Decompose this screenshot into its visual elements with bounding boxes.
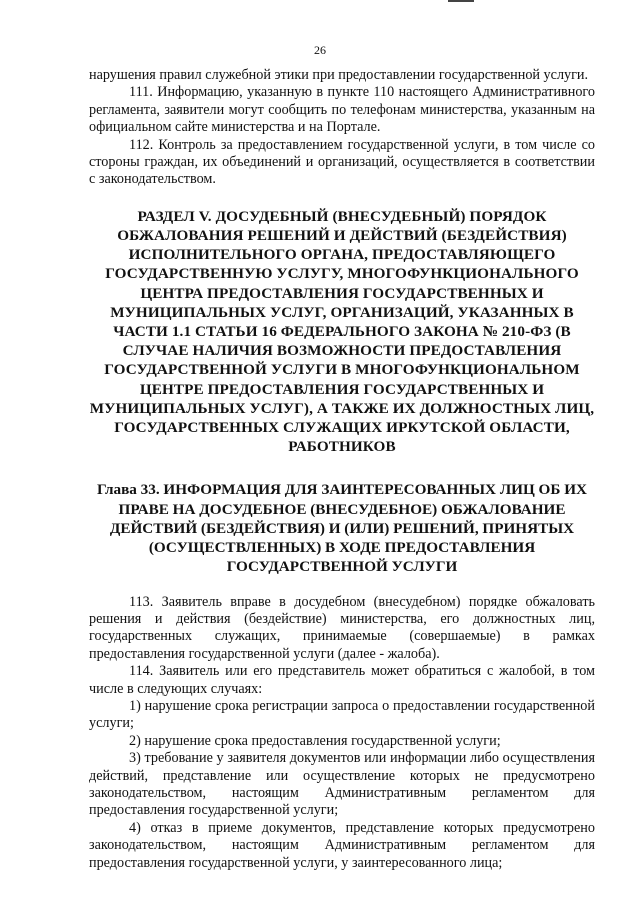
- scan-mark: [448, 0, 474, 2]
- paragraph-113: 113. Заявитель вправе в досудебном (внесудебном) порядке обжаловать решения и действия (бездействие) министерства, его должностных лиц, государственных служащих, принимаемые (совершаемые) в рамках предоставления государственной услуги (далее - жалоба).: [89, 593, 595, 662]
- page-number: 26: [314, 43, 326, 57]
- section-title: РАЗДЕЛ V. ДОСУДЕБНЫЙ (ВНЕСУДЕБНЫЙ) ПОРЯДОК ОБЖАЛОВАНИЯ РЕШЕНИЙ И ДЕЙСТВИЙ (БЕЗДЕЙСТВИЯ) ИСПОЛНИТЕЛЬНОГО ОРГАНА, ПРЕДОСТАВЛЯЮЩЕГО ГОСУДАРСТВЕННУЮ УСЛУГУ, МНОГОФУНКЦИОНАЛЬНОГО ЦЕНТРА ПРЕДОСТАВЛЕНИЯ ГОСУДАРСТВЕННЫХ И МУНИЦИПАЛЬНЫХ УСЛУГ, ОРГАНИЗАЦИЙ, УКАЗАННЫХ В ЧАСТИ 1.1 СТАТЬИ 16 ФЕДЕРАЛЬНОГО ЗАКОНА № 210-ФЗ (В СЛУЧАЕ НАЛИЧИЯ ВОЗМОЖНОСТИ ПРЕДОСТАВЛЕНИЯ ГОСУДАРСТВЕННОЙ УСЛУГИ В МНОГОФУНКЦИОНАЛЬНОМ ЦЕНТРЕ ПРЕДОСТАВЛЕНИЯ ГОСУДАРСТВЕННЫХ И МУНИЦИПАЛЬНЫХ УСЛУГ), А ТАКЖЕ ИХ ДОЛЖНОСТНЫХ ЛИЦ, ГОСУДАРСТВЕННЫХ СЛУЖАЩИХ ИРКУТСКОЙ ОБЛАСТИ, РАБОТНИКОВ: [89, 207, 595, 456]
- list-item-2: 2) нарушение срока предоставления государственной услуги;: [129, 732, 501, 749]
- spacer: [89, 577, 595, 594]
- list-item-3: 3) требование у заявителя документов или информации либо осуществления действий, представление или осуществление которых не предусмотрено законодательством, настоящим Административным регламентом для предоставления государственной услуги;: [89, 750, 595, 819]
- page-content: [89, 67, 595, 872]
- paragraph-114: 114. Заявитель или его представитель может обратиться с жалобой, в том числе в следующих случаях:: [89, 663, 595, 697]
- paragraph: нарушения правил служебной этики при предоставлении государственной услуги.: [89, 67, 589, 83]
- list-item-4: 4) отказ в приеме документов, представление которых предусмотрено законодательством, настоящим Административным регламентом для предоставления государственной услуги, у заинтересованного лица;: [89, 819, 595, 871]
- paragraph-111: 111. Информацию, указанную в пункте 110 настоящего Административного регламента, заявители могут сообщить по телефонам министерства, указанным на официальном сайте министерства и на Портале.: [89, 84, 595, 136]
- paragraph-112: 112. Контроль за предоставлением государственной услуги, в том числе со стороны граждан, их объединений и организаций, осуществляется в соответствии с законодательством.: [89, 136, 595, 188]
- chapter-title: Глава 33. ИНФОРМАЦИЯ ДЛЯ ЗАИНТЕРЕСОВАННЫХ ЛИЦ ОБ ИХ ПРАВЕ НА ДОСУДЕБНОЕ (ВНЕСУДЕБНОЕ) ОБЖАЛОВАНИЕ ДЕЙСТВИЙ (БЕЗДЕЙСТВИЯ) И (ИЛИ) РЕШЕНИЙ, ПРИНЯТЫХ (ОСУЩЕСТВЛЕННЫХ) В ХОДЕ ПРЕДОСТАВЛЕНИЯ ГОСУДАРСТВЕННОЙ УСЛУГИ: [97, 481, 587, 576]
- list-item-1: 1) нарушение срока регистрации запроса о предоставлении государственной услуги;: [89, 697, 595, 732]
